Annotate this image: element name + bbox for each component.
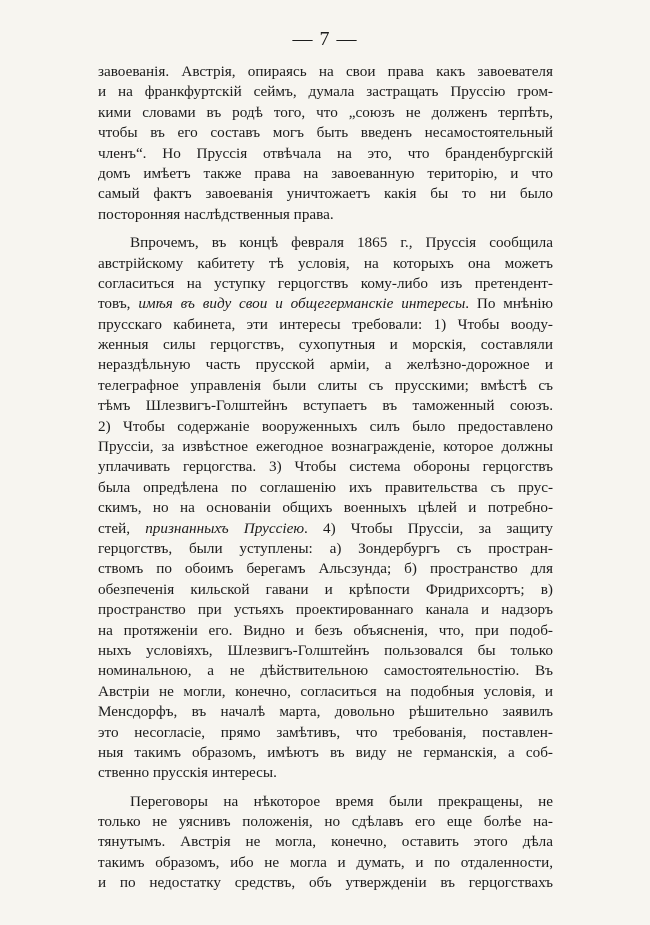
text-segment: была опредѣлена по соглашенію ихъ правительства съ прус- [98, 478, 553, 496]
text-line [98, 873, 553, 893]
text-line [98, 315, 553, 335]
text-segment: тянутымъ. Австрія не могла, конечно, оставить этого дѣла [98, 833, 553, 851]
text-line [98, 539, 553, 559]
text-line [98, 123, 553, 143]
text-line [98, 144, 553, 164]
body-text [98, 62, 553, 894]
text-segment: и по недостатку средствъ, объ утвержденіи въ герцогствахъ [98, 874, 553, 892]
text-line [98, 702, 553, 722]
text-line [98, 661, 553, 681]
text-segment: чтобы въ его составъ могъ быть введенъ несамостоятельный [98, 124, 553, 142]
text-line [98, 853, 553, 873]
text-segment: самый фактъ завоеванія уничтожаетъ какія бы то ни было [98, 185, 553, 203]
text-line [98, 723, 553, 743]
italic-text-segment: имѣя въ виду свои и общегерманскіе интересы [138, 295, 466, 313]
text-segment: ственно прусскія интересы. [98, 764, 277, 782]
text-segment: . По мнѣнію [465, 295, 553, 313]
text-segment: ныхъ условіяхъ, Шлезвигъ-Голштейнъ пользовался бы только [98, 641, 553, 659]
text-line [98, 832, 553, 852]
text-line [98, 812, 553, 832]
text-line [98, 743, 553, 763]
text-segment: стей, [98, 519, 146, 537]
text-segment: Австріи не могли, конечно, согласиться на подобныя условія, и [98, 682, 553, 700]
text-line [98, 205, 553, 225]
text-segment: домъ имѣетъ также права на завоеванную територію, и что [98, 164, 553, 182]
text-line [98, 621, 553, 641]
text-line [98, 580, 553, 600]
text-line [98, 376, 553, 396]
text-segment: австрійскому кабитету тѣ условія, на которыхъ она можетъ [98, 254, 553, 272]
text-line [98, 498, 553, 518]
text-line [98, 763, 553, 783]
text-segment: пространство при устьяхъ проектированнаго канала и надзоръ [98, 601, 553, 619]
text-segment: обезпеченія кильской гавани и крѣпости Фридрихсортъ; в) [98, 580, 553, 598]
text-segment: тѣмъ Шлезвигъ-Голштейнъ вступаетъ въ таможенный союзъ. [98, 397, 553, 415]
text-segment: 2) Чтобы содержаніе вооруженныхъ силъ было предоставлено [98, 417, 553, 435]
text-segment: завоеванія. Австрія, опираясь на свои права какъ завоевателя [98, 63, 553, 80]
text-line [98, 600, 553, 620]
text-line [98, 519, 553, 539]
paragraph-gap [98, 225, 553, 233]
paragraph-gap [98, 784, 553, 792]
text-line [98, 274, 553, 294]
text-segment: это несогласіе, прямо замѣтивъ, что требованія, поставлен- [98, 723, 553, 741]
text-segment: товъ, [98, 295, 139, 313]
text-segment: и на франкфуртскій сеймъ, думала застращать Пруссію гром- [98, 83, 553, 101]
text-line [98, 184, 553, 204]
text-line [98, 233, 553, 253]
text-line [98, 457, 553, 477]
text-segment: Менсдорфъ, въ началѣ марта, довольно рѣшительно заявилъ [98, 703, 553, 721]
text-line [98, 792, 553, 812]
text-line [98, 417, 553, 437]
text-line [98, 682, 553, 702]
text-segment: Переговоры на нѣкоторое время были прекращены, не [130, 792, 553, 810]
text-segment: уплачивать герцогства. 3) Чтобы система обороны герцогствъ [98, 458, 553, 476]
text-line [98, 254, 553, 274]
text-segment: нераздѣльную часть прусской арміи, а желѣзно-дорожное и [98, 356, 553, 374]
text-segment: телеграфное управленія были слиты съ прусскими; вмѣстѣ съ [98, 376, 553, 394]
text-segment: Впрочемъ, въ концѣ февраля 1865 г., Пруссія сообщила [130, 234, 553, 252]
text-segment: ныя такимъ образомъ, имѣютъ въ виду не германскія, а соб- [98, 743, 553, 761]
text-segment: посторонняя наслѣдственныя права. [98, 205, 334, 223]
text-line [98, 396, 553, 416]
text-segment: женныя силы герцогствъ, сухопутныя и морскія, составляли [98, 336, 553, 354]
text-line [98, 62, 553, 82]
text-segment: герцогствъ, были уступлены: а) Зондербургъ съ простран- [98, 539, 553, 557]
text-line [98, 103, 553, 123]
page-number: — 7 — [292, 28, 358, 50]
text-line [98, 641, 553, 661]
text-segment: . 4) Чтобы Пруссіи, за защиту [304, 519, 553, 537]
text-line [98, 559, 553, 579]
text-line [98, 478, 553, 498]
text-segment: только не уяснивъ положенія, но сдѣлавъ его еще болѣе на- [98, 813, 553, 831]
text-segment: прусскаго кабинета, эти интересы требовали: 1) Чтобы вооду- [98, 315, 553, 333]
text-segment: членъ“. Но Пруссія отвѣчала на это, что бранденбургскій [98, 144, 553, 162]
text-line [98, 355, 553, 375]
text-segment: кими словами въ родѣ того, что „союзъ не долженъ терпѣть, [98, 103, 553, 121]
text-line [98, 294, 553, 314]
italic-text-segment: признанныхъ Пруссіею [145, 519, 305, 537]
text-segment: Пруссіи, за извѣстное ежегодное вознагражденіе, которое должны [98, 438, 553, 456]
text-segment: такимъ образомъ, ибо не могла и думать, и по отдаленности, [98, 853, 553, 871]
text-line [98, 82, 553, 102]
text-line [98, 335, 553, 355]
text-segment: согласиться на уступку герцогствъ кому-либо изъ претендент- [98, 274, 553, 292]
text-segment: ствомъ по обоимъ берегамъ Альсзунда; б) пространство для [98, 560, 553, 578]
text-line [98, 437, 553, 457]
text-segment: номинальною, а не дѣйствительною самостоятельностію. Въ [98, 662, 553, 680]
text-segment: на протяженіи его. Видно и безъ объясненія, что, при подоб- [98, 621, 553, 639]
text-line [98, 164, 553, 184]
text-segment: скимъ, но на основаніи общихъ военныхъ цѣлей и потребно- [98, 499, 553, 517]
